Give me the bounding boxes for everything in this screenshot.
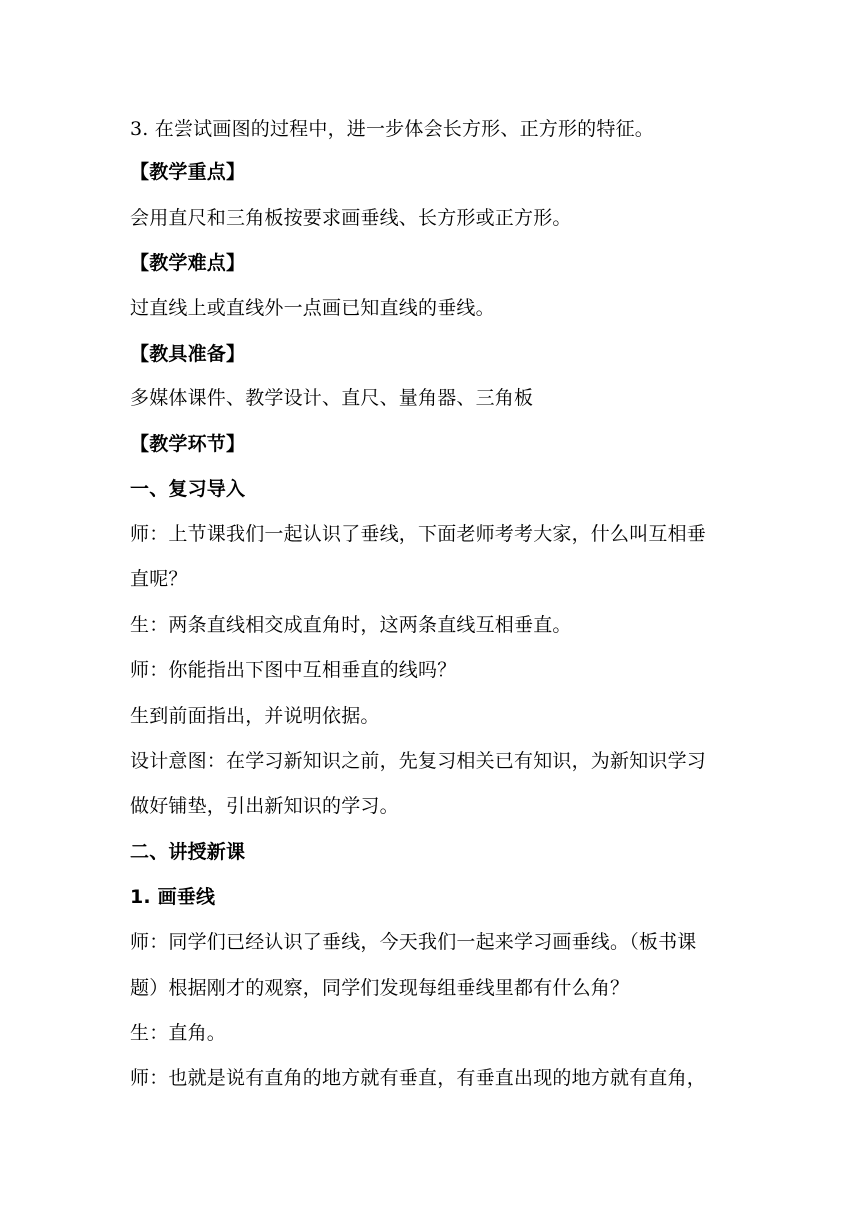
section-new-lesson: 二、讲授新课: [130, 841, 246, 863]
teaching-aids-text: 多媒体课件、教学设计、直尺、量角器、三角板: [130, 387, 534, 409]
student-line-1: 生：两条直线相交成直角时，这两条直线互相垂直。: [130, 614, 572, 636]
teacher-line-3a: 师：同学们已经认识了垂线，今天我们一起来学习画垂线。（板书课: [130, 931, 697, 953]
teacher-line-1b: 直呢？: [130, 568, 188, 590]
teacher-line-4: 师：也就是说有直角的地方就有垂直，有垂直出现的地方就有直角，: [130, 1067, 707, 1089]
objective-3-text: 3. 在尝试画图的过程中，进一步体会长方形、正方形的特征。: [130, 118, 654, 140]
teaching-focus-text: 会用直尺和三角板按要求画垂线、长方形或正方形。: [130, 207, 572, 229]
teacher-line-2: 师：你能指出下图中互相垂直的线吗？: [130, 659, 457, 681]
design-intent-line-b: 做好铺垫，引出新知识的学习。: [130, 795, 399, 817]
heading-teaching-difficulty: 【教学难点】: [130, 252, 246, 274]
teaching-difficulty-text: 过直线上或直线外一点画已知直线的垂线。: [130, 297, 495, 319]
design-intent-line-a: 设计意图：在学习新知识之前，先复习相关已有知识，为新知识学习: [130, 750, 707, 772]
section-review-intro: 一、复习导入: [130, 478, 246, 500]
teacher-line-3b: 题）根据刚才的观察，同学们发现每组垂线里都有什么角？: [130, 977, 630, 999]
subsection-draw-perpendicular: 1. 画垂线: [130, 886, 216, 908]
heading-teaching-steps: 【教学环节】: [130, 433, 246, 455]
student-line-2: 生到前面指出，并说明依据。: [130, 705, 380, 727]
heading-teaching-aids: 【教具准备】: [130, 343, 246, 365]
heading-teaching-focus: 【教学重点】: [130, 161, 246, 183]
student-line-3: 生：直角。: [130, 1022, 227, 1044]
teacher-line-1a: 师：上节课我们一起认识了垂线，下面老师考考大家，什么叫互相垂: [130, 523, 707, 545]
